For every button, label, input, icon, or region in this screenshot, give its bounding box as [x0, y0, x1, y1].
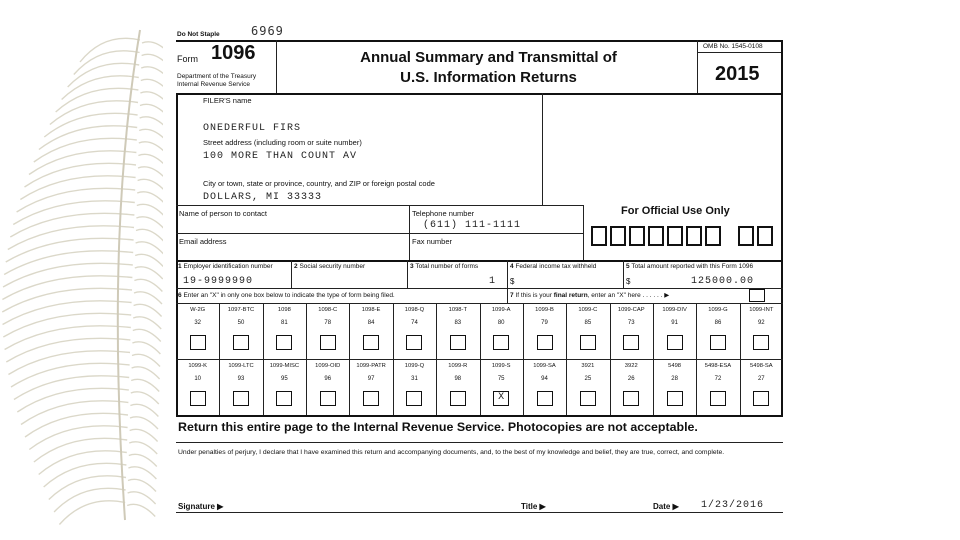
- form-type-checkbox[interactable]: [493, 335, 509, 350]
- ein-value: 19-9999990: [183, 276, 254, 287]
- box-6-text: Enter an "X" in only one box below to indicate the type of form being filed.: [183, 292, 395, 299]
- form-type-checkbox[interactable]: [710, 391, 726, 406]
- form-type-cell: [436, 360, 479, 415]
- box-4-number: 4: [510, 263, 514, 270]
- form-type-code: 28: [671, 376, 678, 382]
- form-type-code: 97: [367, 376, 375, 382]
- form-type-checkbox[interactable]: [276, 335, 292, 350]
- form-type-code: 27: [757, 376, 765, 382]
- form-type-cell: [653, 304, 696, 359]
- form-type-checkbox[interactable]: [623, 335, 639, 350]
- form-type-name: 3921: [581, 363, 595, 369]
- total-forms-value: 1: [489, 276, 497, 287]
- form-type-checkbox[interactable]: [276, 391, 292, 406]
- form-type-name: 1099-B: [535, 307, 554, 313]
- form-type-cell: [306, 360, 349, 415]
- return-instruction: Return this entire page to the Internal Revenue Service. Photocopies are not acceptable.: [178, 420, 698, 434]
- form-type-checkbox[interactable]: [753, 391, 769, 406]
- form-type-checkbox[interactable]: [537, 391, 553, 406]
- form-type-name: 1099-MISC: [269, 363, 300, 369]
- title-label: Title ▶: [521, 502, 546, 511]
- form-type-name: 5498-SA: [750, 363, 773, 369]
- form-type-cell: [610, 304, 653, 359]
- form-word: Form: [177, 54, 198, 64]
- form-type-name: 1099-G: [708, 307, 728, 313]
- form-type-cell: [176, 360, 219, 415]
- form-type-checkbox[interactable]: [537, 335, 553, 350]
- box-6-number: 6: [178, 292, 182, 299]
- official-use-box: [648, 226, 664, 246]
- box-5-dollar: $: [626, 277, 631, 286]
- form-type-code: 81: [281, 320, 288, 326]
- form-type-code: 96: [324, 376, 332, 382]
- irs-label: Internal Revenue Service: [177, 81, 250, 88]
- form-type-cell: [219, 304, 262, 359]
- form-type-cell: [696, 360, 739, 415]
- form-type-checkbox[interactable]: [406, 335, 422, 350]
- form-type-checkbox[interactable]: [320, 335, 336, 350]
- form-type-code: 25: [584, 376, 592, 382]
- phone-label: Telephone number: [412, 209, 475, 218]
- form-type-code: 26: [627, 376, 635, 382]
- form-type-name: 1099-OID: [315, 363, 341, 369]
- date-label: Date ▶: [653, 502, 679, 511]
- form-type-checkbox[interactable]: [710, 335, 726, 350]
- form-type-cell: [696, 304, 739, 359]
- form-type-checkbox[interactable]: [233, 391, 249, 406]
- box-3-number: 3: [410, 263, 414, 270]
- box-2-text: Social security number: [299, 263, 366, 270]
- form-type-name: 1098: [277, 307, 291, 313]
- box-3-text: Total number of forms: [415, 263, 479, 270]
- city-label: City or town, state or province, country, and ZIP or foreign postal code: [203, 179, 435, 188]
- form-type-name: 1099-Q: [404, 363, 425, 369]
- form-type-code: 86: [714, 320, 722, 326]
- official-use-box: [738, 226, 754, 246]
- form-type-name: 1099-PATR: [356, 363, 386, 369]
- omb-number: OMB No. 1545-0108: [703, 43, 763, 50]
- form-type-cell: [436, 304, 479, 359]
- form-type-name: 1099-K: [188, 363, 208, 369]
- form-type-cell: [480, 360, 523, 415]
- form-type-cell: [480, 304, 523, 359]
- form-type-code: 50: [237, 320, 245, 326]
- form-type-checkbox[interactable]: [190, 391, 206, 406]
- official-use-box: [705, 226, 721, 246]
- tax-year: 2015: [715, 63, 760, 85]
- official-use-box: [629, 226, 645, 246]
- box-2-number: 2: [294, 263, 298, 270]
- official-use-box: [591, 226, 607, 246]
- form-type-cell: [306, 304, 349, 359]
- box-6-label: [178, 292, 395, 300]
- form-type-cell: [263, 360, 306, 415]
- form-type-code: 80: [497, 320, 505, 326]
- form-type-cell: [566, 304, 609, 359]
- form-type-name: 1099-S: [491, 363, 511, 369]
- perjury-statement: Under penalties of perjury, I declare that I have examined this return and accompanying documents, and, to the best of my knowledge and belief, they are true, correct, and complete.: [178, 449, 725, 456]
- form-type-name: 1099-LTC: [228, 363, 254, 369]
- box-2-label: [294, 263, 365, 271]
- form-type-cell: [566, 360, 609, 415]
- form-type-code: 31: [411, 376, 418, 382]
- form-type-cell: [523, 360, 566, 415]
- batch-number: 6969: [251, 24, 284, 38]
- form-title: [276, 48, 701, 88]
- street-label: Street address (including room or suite number): [203, 138, 362, 147]
- contact-name-label: Name of person to contact: [179, 209, 267, 218]
- form-type-code: 93: [237, 376, 245, 382]
- form-type-checkbox[interactable]: [450, 391, 466, 406]
- form-type-code: 10: [194, 376, 202, 382]
- form-type-cell: [393, 304, 436, 359]
- box-3-label: [410, 263, 478, 271]
- form-type-name: W-2G: [190, 307, 206, 313]
- official-use-box: [757, 226, 773, 246]
- box-1-label: [178, 263, 273, 271]
- form-type-code: 79: [541, 320, 548, 326]
- form-type-cell: [740, 360, 783, 415]
- box-7-text-pre: If this is your: [515, 292, 554, 299]
- signature-label: Signature ▶: [178, 502, 224, 511]
- box-7-label: [510, 292, 669, 300]
- box-7-text-post: , enter an "X" here . . . . . . ▶: [587, 292, 670, 299]
- form-type-code: 72: [714, 376, 722, 382]
- form-type-name: 1099-DIV: [662, 307, 687, 313]
- form-type-checkbox[interactable]: [753, 335, 769, 350]
- box-7-text-bold: final return: [553, 292, 588, 299]
- form-type-checkbox[interactable]: [580, 335, 596, 350]
- form-1096-sheet: [163, 20, 799, 520]
- form-type-code: 84: [367, 320, 375, 326]
- box-1-number: 1: [178, 263, 182, 270]
- official-use-box: [610, 226, 626, 246]
- form-type-cell: [263, 304, 306, 359]
- form-type-name: 1097-BTC: [227, 307, 255, 313]
- form-type-code: 91: [671, 320, 678, 326]
- box-5-text: Total amount reported with this Form 1096: [631, 263, 754, 270]
- filer-street: 100 MORE THAN COUNT AV: [203, 151, 358, 162]
- form-type-name: 1099-INT: [749, 307, 774, 313]
- form-type-cell: [349, 360, 392, 415]
- box-1-text: Employer identification number: [183, 263, 273, 270]
- form-type-checkbox[interactable]: [320, 391, 336, 406]
- form-type-checkbox[interactable]: [580, 391, 596, 406]
- filer-city: DOLLARS, MI 33333: [203, 192, 323, 203]
- official-use-box: [686, 226, 702, 246]
- total-amount-value: 125000.00: [691, 276, 755, 287]
- form-type-name: 1098-T: [448, 307, 467, 313]
- form-type-code: 98: [454, 376, 462, 382]
- form-type-name: 1099-CAP: [617, 307, 645, 313]
- form-type-cell: [610, 360, 653, 415]
- form-type-cell: [219, 360, 262, 415]
- filer-name-label: FILER'S name: [203, 96, 252, 105]
- form-type-checkbox[interactable]: [190, 335, 206, 350]
- form-type-code: 95: [281, 376, 288, 382]
- form-type-name: 1098-Q: [404, 307, 425, 313]
- form-type-code: 73: [627, 320, 635, 326]
- form-type-code: 83: [454, 320, 462, 326]
- form-type-code: 92: [757, 320, 765, 326]
- form-type-name: 3922: [624, 363, 638, 369]
- form-type-cell: [349, 304, 392, 359]
- form-type-checkbox[interactable]: [406, 391, 422, 406]
- box-4-dollar: $: [510, 277, 515, 286]
- form-type-code: 85: [584, 320, 592, 326]
- form-type-cell: [176, 304, 219, 359]
- official-use-label: For Official Use Only: [621, 205, 730, 217]
- title-line-2: U.S. Information Returns: [400, 69, 577, 86]
- box-7-number: 7: [510, 292, 514, 299]
- department: Department of the Treasury: [177, 73, 257, 80]
- form-type-name: 5498-ESA: [704, 363, 732, 369]
- date-value: 1/23/2016: [701, 500, 765, 511]
- form-type-cell: [393, 360, 436, 415]
- form-type-checkbox[interactable]: [363, 335, 379, 350]
- form-type-name: 1098-E: [361, 307, 381, 313]
- form-type-code: 75: [497, 376, 505, 382]
- form-type-checkbox[interactable]: [363, 391, 379, 406]
- form-type-cell: [523, 304, 566, 359]
- email-label: Email address: [179, 237, 227, 246]
- box-5-label: [626, 263, 753, 271]
- title-line-1: Annual Summary and Transmittal of: [360, 49, 617, 66]
- form-type-checkbox[interactable]: [450, 335, 466, 350]
- form-type-code: 32: [194, 320, 202, 326]
- form-type-name: 1099-SA: [533, 363, 556, 369]
- box-5-number: 5: [626, 263, 630, 270]
- form-type-name: 1098-C: [318, 307, 338, 313]
- palm-frond-decoration: [0, 0, 175, 540]
- filer-name: ONEDERFUL FIRS: [203, 123, 302, 134]
- form-type-name: 1099-R: [448, 363, 468, 369]
- form-type-checkbox[interactable]: X: [493, 391, 509, 406]
- box-4-text: Federal income tax withheld: [515, 263, 597, 270]
- form-type-code: 94: [541, 376, 548, 382]
- official-use-box: [667, 226, 683, 246]
- fax-label: Fax number: [412, 237, 453, 246]
- form-type-name: 5498: [668, 363, 682, 369]
- final-return-checkbox[interactable]: [749, 289, 765, 302]
- box-4-label: [510, 263, 596, 271]
- form-type-code: 74: [411, 320, 418, 326]
- do-not-staple: Do Not Staple: [177, 31, 220, 38]
- form-type-code: 78: [324, 320, 332, 326]
- form-type-cell: [740, 304, 783, 359]
- form-type-checkbox[interactable]: [623, 391, 639, 406]
- form-type-checkbox[interactable]: [667, 391, 683, 406]
- form-number: 1096: [211, 42, 256, 64]
- form-type-name: 1099-A: [491, 307, 511, 313]
- form-type-checkbox[interactable]: [233, 335, 249, 350]
- phone-number: (611) 111-1111: [423, 220, 522, 231]
- form-type-cell: [653, 360, 696, 415]
- form-type-checkbox[interactable]: [667, 335, 683, 350]
- form-type-name: 1099-C: [578, 307, 598, 313]
